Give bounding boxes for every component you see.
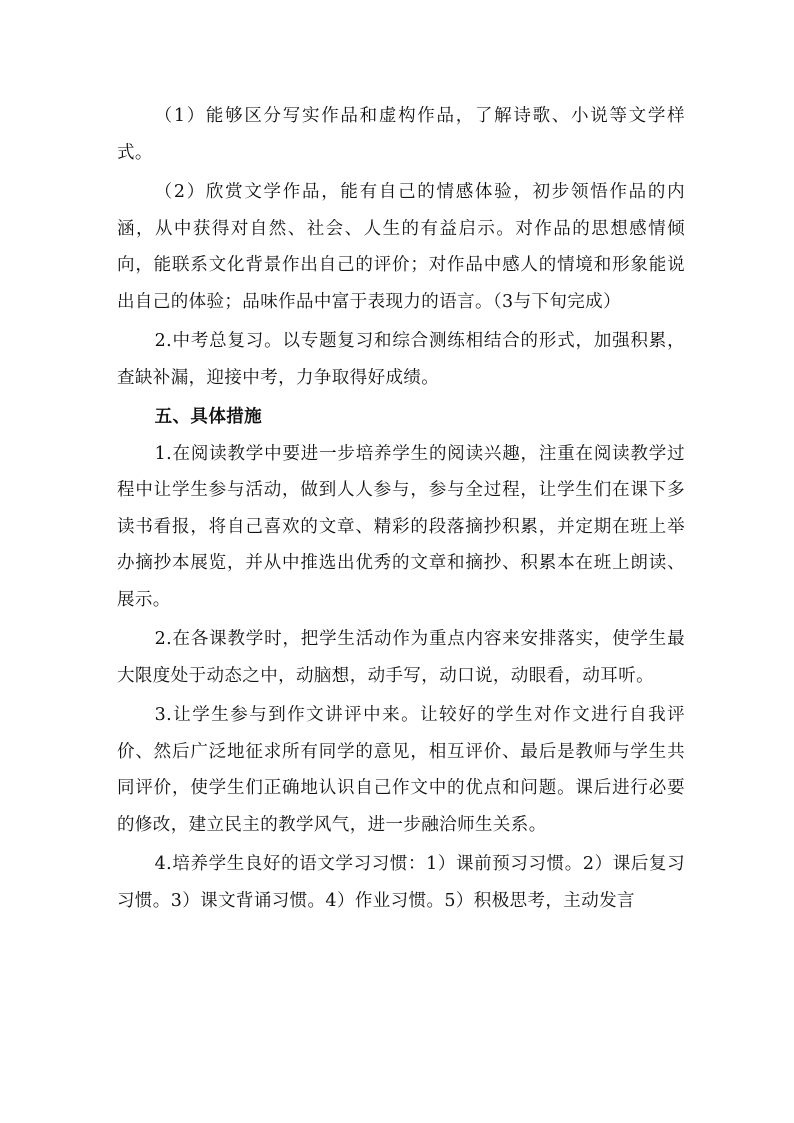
document-body bbox=[117, 98, 685, 919]
paragraph-measure-composition: 3.让学生参与到作文讲评中来。让较好的学生对作文进行自我评价、然后广泛地征求所有同学的意见，相互评价、最后是教师与学生共同评价，使学生们正确地认识自己作文中的优点和问题。课后进行必要的修改，建立民主的教学风气，进一步融洽师生关系。 bbox=[117, 705, 685, 835]
paragraph-measure-habits: 4.培养学生良好的语文学习习惯：1）课前预习习惯。2）课后复习习惯。3）课文背诵习惯。4）作业习惯。5）积极思考，主动发言 bbox=[117, 854, 685, 911]
paragraph-exam-review: 2.中考总复习。以专题复习和综合测练相结合的形式，加强积累，查缺补漏，迎接中考，力争取得好成绩。 bbox=[117, 331, 685, 388]
paragraph-measure-reading: 1.在阅读教学中要进一步培养学生的阅读兴趣，注重在阅读教学过程中让学生参与活动，做到人人参与，参与全过程，让学生们在课下多读书看报，将自己喜欢的文章、精彩的段落摘抄积累，并定期在班上举办摘抄本展览，并从中推选出优秀的文章和摘抄、积累本在班上朗读、展示。 bbox=[117, 443, 685, 610]
paragraph-literature-types: （1）能够区分写实作品和虚构作品，了解诗歌、小说等文学样式。 bbox=[117, 106, 685, 163]
paragraph-measure-activities: 2.在各课教学时，把学生活动作为重点内容来安排落实，使学生最大限度处于动态之中，动脑想，动手写，动口说，动眼看，动耳听。 bbox=[117, 629, 685, 686]
paragraph-literature-appreciation: （2）欣赏文学作品，能有自己的情感体验，初步领悟作品的内涵，从中获得对自然、社会、人生的有益启示。对作品的思想感情倾向，能联系文化背景作出自己的评价；对作品中感人的情境和形象能说出自己的体验；品味作品中富于表现力的语言。（3与下旬完成） bbox=[117, 182, 685, 312]
section-heading-measures: 五、具体措施 bbox=[154, 407, 263, 427]
